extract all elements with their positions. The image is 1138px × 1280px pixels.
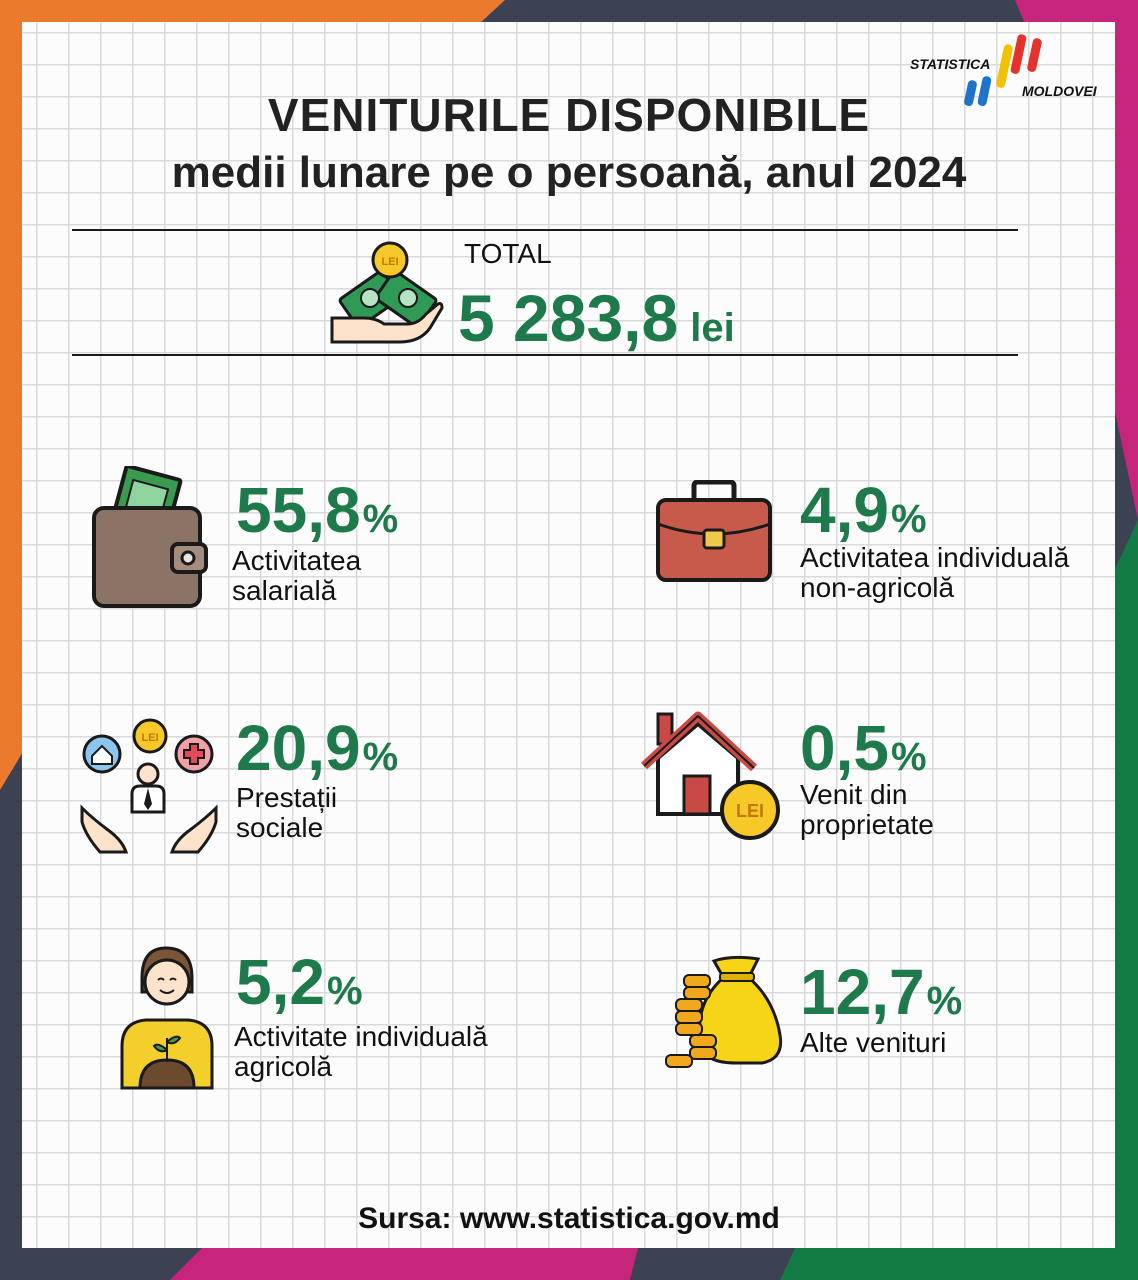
label-line-2: sociale bbox=[236, 812, 324, 843]
percent-sign: % bbox=[326, 969, 363, 1013]
coin-label: LEI bbox=[141, 732, 159, 744]
percent-value: 20,9 bbox=[236, 712, 361, 784]
total-amount: 5 283,8 bbox=[458, 281, 679, 355]
coin-label: LEI bbox=[381, 256, 399, 268]
label-line-1: Venit din bbox=[800, 779, 908, 810]
money-hand-icon bbox=[328, 232, 448, 352]
label-line-2: agricolă bbox=[234, 1051, 333, 1082]
item-percent-agricultural bbox=[236, 946, 363, 1018]
item-label-other bbox=[800, 1028, 946, 1058]
total-label: TOTAL bbox=[464, 238, 552, 269]
label-line-2: salarială bbox=[232, 575, 337, 606]
item-label-nonagricultural bbox=[800, 543, 1069, 603]
percent-value: 12,7 bbox=[800, 956, 925, 1028]
source-footnote: Sursa: www.statistica.gov.md bbox=[358, 1202, 780, 1235]
item-label-salaries bbox=[232, 546, 361, 606]
label-line-1: Activitate individuală bbox=[234, 1021, 488, 1052]
total-unit: lei bbox=[690, 306, 735, 350]
social-benefits-icon bbox=[78, 712, 220, 854]
item-percent-property bbox=[800, 712, 927, 784]
item-label-social bbox=[236, 783, 337, 843]
divider-top bbox=[72, 229, 1018, 231]
percent-value: 0,5 bbox=[800, 712, 889, 784]
percent-value: 4,9 bbox=[800, 474, 889, 546]
money-bag-icon bbox=[662, 955, 786, 1075]
logo-text-moldovei: MOLDOVEI bbox=[1022, 83, 1097, 99]
wallet-icon bbox=[92, 466, 212, 611]
percent-sign: % bbox=[926, 979, 963, 1023]
page-title: VENITURILE DISPONIBILE bbox=[267, 89, 871, 141]
page-subtitle: medii lunare pe o persoană, anul 2024 bbox=[171, 148, 967, 197]
percent-sign: % bbox=[362, 735, 399, 779]
percent-value: 55,8 bbox=[236, 474, 361, 546]
logo-text-statistica: STATISTICA bbox=[910, 56, 991, 72]
label-line-1: Alte venituri bbox=[800, 1027, 947, 1058]
item-percent-social bbox=[236, 712, 399, 784]
total-value bbox=[458, 280, 735, 356]
label-line-1: Activitatea bbox=[232, 545, 362, 576]
percent-sign: % bbox=[362, 497, 399, 541]
farmer-icon bbox=[118, 942, 216, 1092]
item-percent-nonagricultural bbox=[800, 474, 927, 546]
item-label-agricultural bbox=[234, 1022, 488, 1082]
house-icon bbox=[638, 710, 784, 842]
label-line-1: Prestații bbox=[236, 782, 338, 813]
item-percent-other bbox=[800, 956, 963, 1028]
percent-sign: % bbox=[890, 735, 927, 779]
percent-value: 5,2 bbox=[236, 946, 325, 1018]
label-line-2: proprietate bbox=[800, 809, 934, 840]
briefcase-icon bbox=[654, 480, 774, 585]
percent-sign: % bbox=[890, 497, 927, 541]
item-percent-salaries bbox=[236, 474, 399, 546]
label-line-1: Activitatea individuală bbox=[800, 542, 1070, 573]
coin-label: LEI bbox=[735, 801, 765, 821]
label-line-2: non-agricolă bbox=[800, 572, 955, 603]
item-label-property bbox=[800, 780, 934, 840]
